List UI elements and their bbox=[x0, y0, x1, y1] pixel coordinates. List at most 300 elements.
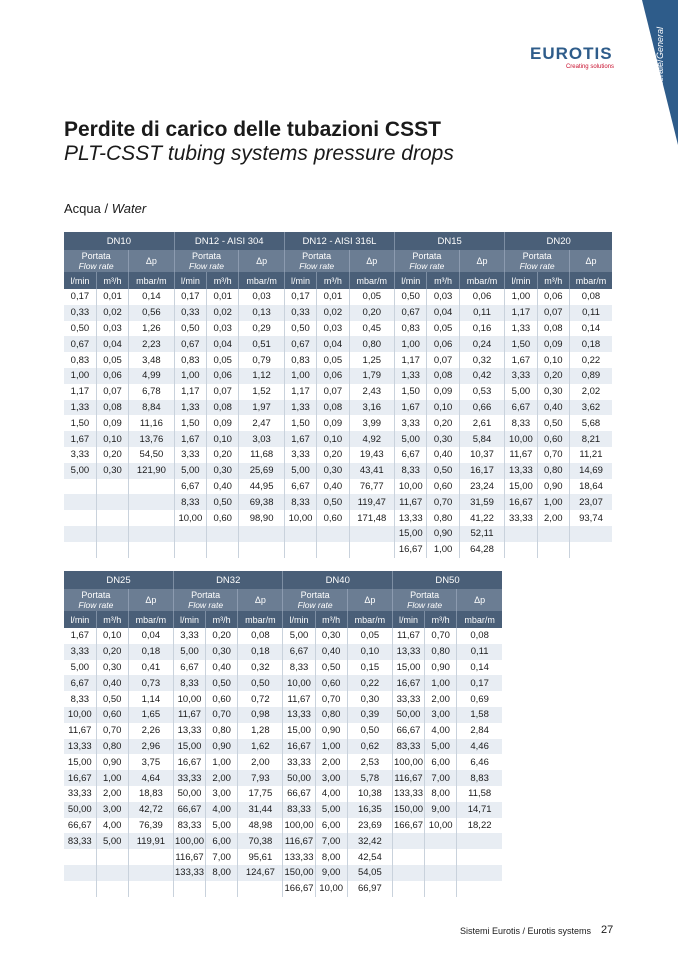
table-cell: 31,44 bbox=[238, 802, 283, 818]
table-cell bbox=[173, 881, 205, 897]
table-cell: 0,10 bbox=[347, 644, 392, 660]
table-cell: 5,00 bbox=[395, 431, 427, 447]
table-cell: 0,60 bbox=[206, 691, 238, 707]
table-cell: 119,47 bbox=[349, 494, 395, 510]
table-cell: 2,84 bbox=[457, 723, 502, 739]
table-cell: 15,00 bbox=[283, 723, 315, 739]
side-tab-main: Generale bbox=[655, 61, 665, 99]
group-header: DN50 bbox=[392, 571, 502, 589]
table-cell: 0,50 bbox=[174, 321, 206, 337]
table-row bbox=[64, 723, 502, 739]
group-header: DN12 - AISI 304 bbox=[174, 232, 284, 250]
flow-rate-label: Flow rate bbox=[299, 261, 335, 271]
table-cell: 0,70 bbox=[96, 723, 128, 739]
logo-tagline: Creating solutions bbox=[565, 64, 614, 70]
table-cell: 0,29 bbox=[239, 321, 284, 337]
unit-m3h: m³/h bbox=[537, 272, 569, 289]
table-cell: 0,06 bbox=[537, 289, 569, 305]
table-cell bbox=[64, 881, 96, 897]
table-cell: 31,59 bbox=[459, 494, 505, 510]
table-cell: 83,33 bbox=[173, 818, 205, 834]
table-cell: 0,50 bbox=[96, 691, 128, 707]
table-cell: 3,00 bbox=[315, 770, 347, 786]
table-cell: 0,08 bbox=[537, 321, 569, 337]
table-cell: 33,33 bbox=[283, 754, 315, 770]
table-cell: 2,47 bbox=[239, 415, 284, 431]
table-cell: 0,04 bbox=[207, 336, 239, 352]
dp-header: Δp bbox=[457, 589, 502, 611]
table-cell: 2,02 bbox=[569, 384, 612, 400]
group-header: DN40 bbox=[283, 571, 393, 589]
table-cell: 6,00 bbox=[425, 754, 457, 770]
table-cell: 0,70 bbox=[206, 707, 238, 723]
table-cell: 0,40 bbox=[427, 447, 459, 463]
table-cell: 93,74 bbox=[569, 510, 612, 526]
table-cell: 0,05 bbox=[347, 628, 392, 644]
table-cell: 76,39 bbox=[128, 818, 173, 834]
table-cell: 133,33 bbox=[173, 865, 205, 881]
flow-rate-label: Flow rate bbox=[189, 261, 224, 271]
portata-label: Portata bbox=[300, 590, 330, 600]
table-cell: 54,50 bbox=[129, 447, 174, 463]
unit-lmin: l/min bbox=[173, 611, 205, 628]
table-cell bbox=[128, 849, 173, 865]
table-cell: 19,43 bbox=[349, 447, 395, 463]
table-cell: 0,30 bbox=[537, 384, 569, 400]
table-cell: 0,04 bbox=[96, 336, 128, 352]
table-row bbox=[64, 289, 612, 305]
page-title-en: PLT-CSST tubing systems pressure drops bbox=[64, 142, 454, 165]
table-cell bbox=[129, 526, 174, 542]
table-cell: 10,00 bbox=[283, 675, 315, 691]
table-cell bbox=[174, 542, 206, 558]
group-header: DN12 - AISI 316L bbox=[284, 232, 394, 250]
table-cell bbox=[64, 849, 96, 865]
table-cell: 13,33 bbox=[283, 707, 315, 723]
table-cell: 0,50 bbox=[207, 494, 239, 510]
dp-header: Δp bbox=[347, 589, 392, 611]
table-cell: 0,90 bbox=[315, 723, 347, 739]
table-cell: 100,00 bbox=[392, 754, 424, 770]
table-cell: 0,09 bbox=[207, 415, 239, 431]
table-cell: 1,25 bbox=[349, 352, 395, 368]
dp-header: Δp bbox=[128, 589, 173, 611]
unit-lmin: l/min bbox=[284, 272, 316, 289]
group-header: DN15 bbox=[395, 232, 505, 250]
table-cell: 50,00 bbox=[283, 770, 315, 786]
table-cell: 0,41 bbox=[128, 660, 173, 676]
table-cell bbox=[284, 542, 316, 558]
table-cell: 76,77 bbox=[349, 479, 395, 495]
table-cell: 0,60 bbox=[537, 431, 569, 447]
table-cell: 0,67 bbox=[395, 305, 427, 321]
table-cell: 0,30 bbox=[96, 463, 128, 479]
table-cell: 0,70 bbox=[537, 447, 569, 463]
table-cell: 2,53 bbox=[347, 754, 392, 770]
table-cell: 3,75 bbox=[128, 754, 173, 770]
table-cell: 0,06 bbox=[427, 336, 459, 352]
table-cell: 33,33 bbox=[64, 786, 96, 802]
table-cell: 11,67 bbox=[392, 628, 424, 644]
unit-lmin: l/min bbox=[395, 272, 427, 289]
portata-label: Portata bbox=[81, 251, 111, 261]
table-row bbox=[64, 675, 502, 691]
table-cell: 1,17 bbox=[505, 305, 537, 321]
table-cell: 64,28 bbox=[459, 542, 505, 558]
portata-label: Portata bbox=[410, 590, 440, 600]
table-row bbox=[64, 865, 502, 881]
table-row bbox=[64, 802, 502, 818]
table-cell: 0,50 bbox=[395, 289, 427, 305]
table-cell: 0,17 bbox=[284, 289, 316, 305]
table-cell bbox=[505, 542, 537, 558]
table-cell bbox=[96, 494, 128, 510]
section-label-sep: / bbox=[100, 201, 112, 216]
table-cell: 1,00 bbox=[284, 368, 316, 384]
table-cell: 0,14 bbox=[129, 289, 174, 305]
table-row bbox=[64, 368, 612, 384]
table-cell: 11,68 bbox=[239, 447, 284, 463]
table-cell: 0,07 bbox=[317, 384, 349, 400]
table-cell: 33,33 bbox=[392, 691, 424, 707]
table-cell: 7,00 bbox=[425, 770, 457, 786]
table-cell: 33,33 bbox=[173, 770, 205, 786]
table-cell: 1,33 bbox=[64, 400, 96, 416]
table-cell: 0,17 bbox=[174, 289, 206, 305]
table-cell: 8,84 bbox=[129, 400, 174, 416]
table-row bbox=[64, 881, 502, 897]
table-cell: 0,98 bbox=[238, 707, 283, 723]
table-cell: 0,04 bbox=[128, 628, 173, 644]
table-cell: 0,05 bbox=[207, 352, 239, 368]
flow-rate-header bbox=[392, 589, 456, 611]
table-cell: 0,50 bbox=[64, 321, 96, 337]
flow-rate-label: Flow rate bbox=[188, 600, 224, 610]
table-cell: 1,50 bbox=[284, 415, 316, 431]
table-cell: 8,21 bbox=[569, 431, 612, 447]
table-cell: 5,00 bbox=[425, 739, 457, 755]
table-cell: 42,54 bbox=[347, 849, 392, 865]
table-cell: 1,12 bbox=[239, 368, 284, 384]
table-cell: 6,00 bbox=[315, 818, 347, 834]
table-cell: 6,67 bbox=[64, 675, 96, 691]
table-cell: 0,83 bbox=[284, 352, 316, 368]
table-cell: 0,51 bbox=[239, 336, 284, 352]
unit-lmin: l/min bbox=[283, 611, 315, 628]
table-cell: 23,69 bbox=[347, 818, 392, 834]
table-cell: 0,16 bbox=[459, 321, 505, 337]
table-cell: 0,62 bbox=[347, 739, 392, 755]
table-cell: 0,02 bbox=[96, 305, 128, 321]
table-cell: 8,33 bbox=[505, 415, 537, 431]
table-cell: 7,00 bbox=[315, 833, 347, 849]
table-cell: 133,33 bbox=[392, 786, 424, 802]
table-cell: 25,69 bbox=[239, 463, 284, 479]
table-row bbox=[64, 431, 612, 447]
pressure-drop-table-1 bbox=[64, 232, 612, 558]
table-cell: 0,53 bbox=[459, 384, 505, 400]
table-cell: 1,00 bbox=[174, 368, 206, 384]
table-cell: 0,09 bbox=[96, 415, 128, 431]
table-cell: 52,11 bbox=[459, 526, 505, 542]
table-cell: 4,92 bbox=[349, 431, 395, 447]
table-cell: 9,00 bbox=[425, 802, 457, 818]
table-cell: 66,67 bbox=[64, 818, 96, 834]
table-cell: 50,00 bbox=[392, 707, 424, 723]
section-side-tab bbox=[644, 8, 676, 118]
table-cell: 50,00 bbox=[64, 802, 96, 818]
table-cell: 1,50 bbox=[505, 336, 537, 352]
table-cell: 5,00 bbox=[173, 644, 205, 660]
table-cell: 2,00 bbox=[206, 770, 238, 786]
table-cell: 0,80 bbox=[206, 723, 238, 739]
table-cell: 23,24 bbox=[459, 479, 505, 495]
table-cell: 0,20 bbox=[96, 644, 128, 660]
table-row bbox=[64, 770, 502, 786]
table-row bbox=[64, 447, 612, 463]
table-cell: 0,08 bbox=[207, 400, 239, 416]
flow-rate-header bbox=[64, 250, 129, 272]
flow-rate-header bbox=[173, 589, 237, 611]
table-cell: 1,00 bbox=[206, 754, 238, 770]
table-cell: 3,99 bbox=[349, 415, 395, 431]
table-cell: 0,70 bbox=[315, 691, 347, 707]
table-cell: 8,33 bbox=[284, 494, 316, 510]
table-cell: 0,32 bbox=[238, 660, 283, 676]
table-cell: 0,03 bbox=[239, 289, 284, 305]
page-number: 27 bbox=[601, 924, 614, 936]
table-cell: 13,33 bbox=[173, 723, 205, 739]
table-cell bbox=[239, 526, 284, 542]
table-cell: 0,60 bbox=[207, 510, 239, 526]
table-cell: 8,00 bbox=[206, 865, 238, 881]
table-cell: 16,67 bbox=[392, 675, 424, 691]
table-cell: 0,90 bbox=[96, 754, 128, 770]
table-cell: 0,10 bbox=[537, 352, 569, 368]
table-cell: 48,98 bbox=[238, 818, 283, 834]
table-cell: 8,33 bbox=[173, 675, 205, 691]
table-cell: 5,78 bbox=[347, 770, 392, 786]
table-cell: 0,01 bbox=[207, 289, 239, 305]
table-cell: 1,00 bbox=[505, 289, 537, 305]
table-cell: 0,80 bbox=[427, 510, 459, 526]
table-cell bbox=[128, 881, 173, 897]
table-cell bbox=[64, 542, 96, 558]
table-cell: 0,50 bbox=[537, 415, 569, 431]
table-cell: 6,46 bbox=[457, 754, 502, 770]
table-cell: 1,00 bbox=[315, 739, 347, 755]
table-cell: 0,69 bbox=[457, 691, 502, 707]
table-cell bbox=[96, 510, 128, 526]
table-cell: 0,06 bbox=[207, 368, 239, 384]
table-cell: 3,16 bbox=[349, 400, 395, 416]
unit-lmin: l/min bbox=[64, 272, 96, 289]
table-cell: 0,05 bbox=[317, 352, 349, 368]
table-cell: 10,00 bbox=[173, 691, 205, 707]
table-cell: 3,33 bbox=[284, 447, 316, 463]
flow-rate-header bbox=[505, 250, 570, 272]
table-cell: 119,91 bbox=[128, 833, 173, 849]
table-cell: 98,90 bbox=[239, 510, 284, 526]
table-cell: 0,11 bbox=[457, 644, 502, 660]
table-cell bbox=[349, 542, 395, 558]
table-cell: 0,24 bbox=[459, 336, 505, 352]
table-row bbox=[64, 707, 502, 723]
table-cell: 4,46 bbox=[457, 739, 502, 755]
table-cell: 0,18 bbox=[128, 644, 173, 660]
table-cell: 8,33 bbox=[283, 660, 315, 676]
table-cell: 3,62 bbox=[569, 400, 612, 416]
table-cell: 1,00 bbox=[96, 770, 128, 786]
table-cell: 4,99 bbox=[129, 368, 174, 384]
table-cell: 0,67 bbox=[64, 336, 96, 352]
table-cell: 44,95 bbox=[239, 479, 284, 495]
table-cell: 3,33 bbox=[505, 368, 537, 384]
table-cell bbox=[64, 510, 96, 526]
table-cell: 18,64 bbox=[569, 479, 612, 495]
table-cell: 33,33 bbox=[505, 510, 537, 526]
table-cell: 5,00 bbox=[206, 818, 238, 834]
table-cell: 6,67 bbox=[505, 400, 537, 416]
table-cell: 3,00 bbox=[206, 786, 238, 802]
table-cell: 5,00 bbox=[174, 463, 206, 479]
table-row bbox=[64, 628, 502, 644]
table-cell: 10,00 bbox=[284, 510, 316, 526]
section-label-it: Acqua bbox=[64, 201, 101, 216]
table-cell: 0,40 bbox=[206, 660, 238, 676]
table-cell: 13,33 bbox=[505, 463, 537, 479]
table-cell: 8,00 bbox=[315, 849, 347, 865]
table-cell: 66,67 bbox=[283, 786, 315, 802]
table-cell: 41,22 bbox=[459, 510, 505, 526]
table-cell: 0,50 bbox=[427, 463, 459, 479]
unit-m3h: m³/h bbox=[427, 272, 459, 289]
table-cell: 1,17 bbox=[174, 384, 206, 400]
table-cell: 1,00 bbox=[427, 542, 459, 558]
table-cell bbox=[569, 526, 612, 542]
side-tab-alt: General bbox=[655, 27, 665, 60]
table-cell: 4,00 bbox=[96, 818, 128, 834]
flow-rate-label: Flow rate bbox=[409, 261, 445, 271]
table-cell: 0,04 bbox=[317, 336, 349, 352]
table-cell: 2,96 bbox=[128, 739, 173, 755]
table-cell: 0,14 bbox=[569, 321, 612, 337]
table-cell: 0,40 bbox=[315, 644, 347, 660]
table-cell: 100,00 bbox=[173, 833, 205, 849]
table-cell: 1,67 bbox=[64, 628, 96, 644]
table-cell: 0,67 bbox=[284, 336, 316, 352]
table-cell: 0,20 bbox=[427, 415, 459, 431]
table-cell: 66,67 bbox=[392, 723, 424, 739]
table-cell bbox=[392, 865, 424, 881]
table-cell: 83,33 bbox=[283, 802, 315, 818]
table-cell: 0,07 bbox=[537, 305, 569, 321]
table-cell: 0,70 bbox=[427, 494, 459, 510]
table-cell: 1,50 bbox=[64, 415, 96, 431]
table-cell bbox=[425, 849, 457, 865]
table-cell: 0,30 bbox=[317, 463, 349, 479]
table-row bbox=[64, 479, 612, 495]
table-cell: 0,20 bbox=[96, 447, 128, 463]
table-cell: 0,33 bbox=[174, 305, 206, 321]
table-cell bbox=[129, 510, 174, 526]
table-cell bbox=[317, 526, 349, 542]
table-cell: 0,40 bbox=[96, 675, 128, 691]
table-cell: 0,01 bbox=[317, 289, 349, 305]
unit-mbarm: mbar/m bbox=[129, 272, 174, 289]
table-cell: 150,00 bbox=[392, 802, 424, 818]
table-cell: 1,97 bbox=[239, 400, 284, 416]
table-cell: 0,79 bbox=[239, 352, 284, 368]
table-cell: 4,00 bbox=[206, 802, 238, 818]
unit-m3h: m³/h bbox=[315, 611, 347, 628]
table-cell: 0,30 bbox=[96, 660, 128, 676]
table-cell: 6,67 bbox=[284, 479, 316, 495]
table-cell: 1,17 bbox=[284, 384, 316, 400]
table-cell: 1,17 bbox=[395, 352, 427, 368]
table-cell: 0,10 bbox=[96, 628, 128, 644]
table-cell: 18,22 bbox=[457, 818, 502, 834]
table-cell: 0,72 bbox=[238, 691, 283, 707]
table-cell: 0,20 bbox=[349, 305, 395, 321]
table-cell bbox=[317, 542, 349, 558]
group-header: DN10 bbox=[64, 232, 174, 250]
table-cell: 5,68 bbox=[569, 415, 612, 431]
table-cell: 11,21 bbox=[569, 447, 612, 463]
table-cell: 16,67 bbox=[283, 739, 315, 755]
table-cell: 1,58 bbox=[457, 707, 502, 723]
table-cell: 0,04 bbox=[427, 305, 459, 321]
table-cell: 0,30 bbox=[427, 431, 459, 447]
table-cell: 0,90 bbox=[206, 739, 238, 755]
table-cell: 1,67 bbox=[284, 431, 316, 447]
table-cell bbox=[64, 865, 96, 881]
table-cell bbox=[96, 542, 128, 558]
table-cell bbox=[64, 479, 96, 495]
table-cell bbox=[425, 881, 457, 897]
table-cell: 5,00 bbox=[284, 463, 316, 479]
table-cell: 4,00 bbox=[425, 723, 457, 739]
table-cell: 0,10 bbox=[207, 431, 239, 447]
table-cell: 1,26 bbox=[129, 321, 174, 337]
table-cell: 0,10 bbox=[317, 431, 349, 447]
table-cell bbox=[284, 526, 316, 542]
portata-label: Portata bbox=[191, 590, 221, 600]
table-cell: 0,90 bbox=[537, 479, 569, 495]
group-header: DN25 bbox=[64, 571, 173, 589]
table-cell: 150,00 bbox=[283, 865, 315, 881]
table-cell: 0,40 bbox=[537, 400, 569, 416]
flow-rate-header bbox=[174, 250, 239, 272]
unit-m3h: m³/h bbox=[96, 611, 128, 628]
table-cell: 1,62 bbox=[238, 739, 283, 755]
eurotis-logo bbox=[530, 44, 614, 70]
table-cell: 3,00 bbox=[96, 802, 128, 818]
table-cell: 0,03 bbox=[96, 321, 128, 337]
table-cell: 0,10 bbox=[96, 431, 128, 447]
table-cell: 16,67 bbox=[173, 754, 205, 770]
group-header: DN20 bbox=[505, 232, 612, 250]
table-cell: 0,56 bbox=[129, 305, 174, 321]
table-cell: 3,48 bbox=[129, 352, 174, 368]
table-cell: 0,66 bbox=[459, 400, 505, 416]
table-cell: 0,50 bbox=[317, 494, 349, 510]
table-cell: 11,67 bbox=[505, 447, 537, 463]
unit-m3h: m³/h bbox=[317, 272, 349, 289]
table-cell bbox=[239, 542, 284, 558]
table-cell: 0,45 bbox=[349, 321, 395, 337]
table-cell: 95,61 bbox=[238, 849, 283, 865]
